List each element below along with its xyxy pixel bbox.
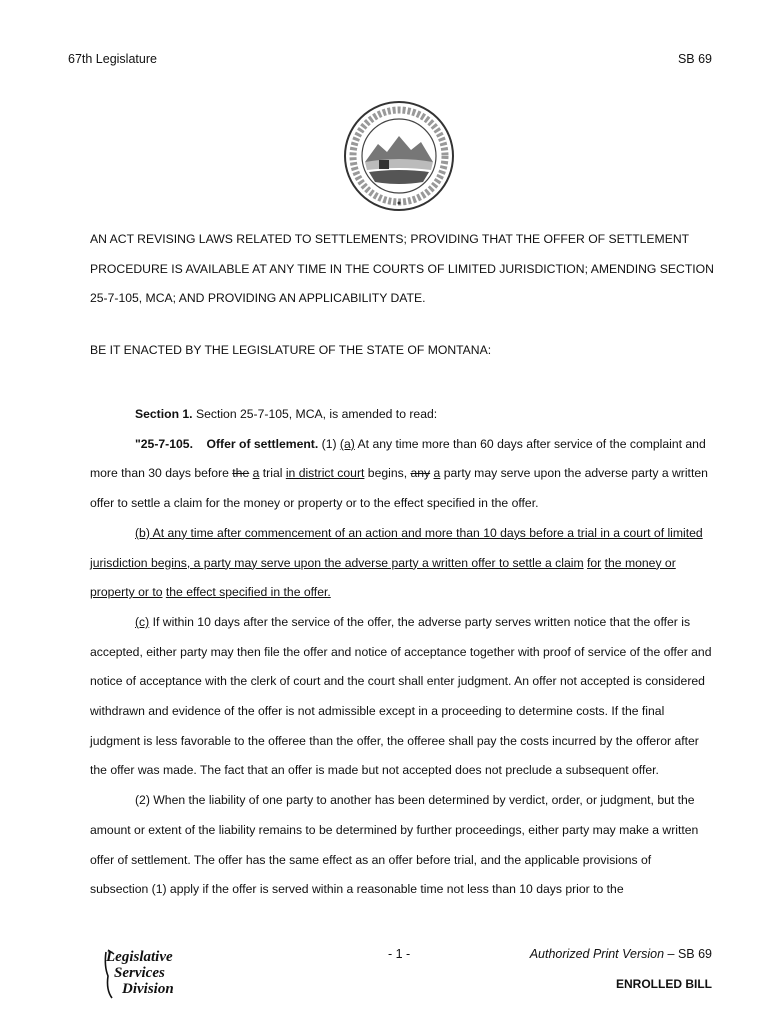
text: (1) (318, 436, 340, 451)
statute-number: "25-7-105. (135, 436, 193, 451)
header-legislature: 67th Legislature (68, 52, 157, 66)
inserted-text: a (252, 466, 260, 481)
inserted-text: the money or property or to (90, 555, 676, 600)
bill-body (90, 400, 712, 905)
stricken-text: the (232, 466, 250, 481)
text: begins, (364, 466, 411, 481)
stricken-text: any (410, 466, 431, 481)
text: trial (259, 466, 286, 481)
text: party may serve upon the adverse party a written offer to settle a claim for the money or property or to the effect specified in the offer. (90, 466, 708, 511)
inserted-text: a (433, 466, 441, 481)
text: At any time more than 60 days after service of the complaint and more than 30 days before (90, 436, 706, 481)
inserted-text: the effect specified in the offer. (165, 585, 331, 600)
inserted-text: (b) At any time after commencement of an action and more than 10 days before a trial in a court of limited jurisdiction begins, a party may serve upon the adverse party a written offer to settle a claim (90, 525, 703, 570)
inserted-text: (c) (135, 614, 150, 629)
section-1-intro (90, 400, 712, 430)
act-title: AN ACT REVISING LAWS RELATED TO SETTLEMENTS; PROVIDING THAT THE OFFER OF SETTLEMENT PROCEDURE IS AVAILABLE AT ANY TIME IN THE COURTS OF LIMITED JURISDICTION; AMENDING SECTION 25-7-105, MCA; AND PROVIDING AN APPLICABILITY DATE. (90, 232, 714, 305)
logo-line-3: Division (122, 981, 174, 997)
section-intro-text: Section 25-7-105, MCA, is amended to read: (192, 407, 438, 421)
authorized-print-version (530, 947, 712, 961)
subsection-1b (90, 519, 712, 608)
inserted-text: (a) (339, 436, 355, 451)
header-bill-number: SB 69 (677, 52, 712, 66)
bill-reference: – SB 69 (664, 947, 712, 961)
enacting-clause: BE IT ENACTED BY THE LEGISLATURE OF THE STATE OF MONTANA: (90, 343, 492, 357)
statute-heading: Offer of settlement. (206, 436, 319, 451)
subsection-1c (90, 608, 712, 786)
text: If within 10 days after the service of the offer, the adverse party serves written notice that the offer is accepted, either party may then file the offer and notice of acceptance together with proof of service of the offer and notice of acceptance with the clerk of court and the court shall enter judgment. An offer not accepted is considered withdrawn and evidence of the offer is not admissible except in a proceeding to determine costs. If the final judgment is less favorable to the offeree than the offer, the offeree shall pay the costs incurred by the offeror after the offer was made. The fact that an offer is made but not accepted does not preclude a subsequent offer. (90, 614, 712, 778)
logo-line-1: Legislative (106, 949, 173, 965)
page-number: - 1 - (388, 947, 411, 961)
montana-state-seal-icon (343, 100, 455, 212)
subsection-1a (90, 430, 712, 519)
inserted-text: for (587, 555, 602, 570)
subsection-2: (2) When the liability of one party to another has been determined by verdict, order, or judgment, but the amount or extent of the liability remains to be determined by further proceedings, either party may make a written offer of settlement. The offer has the same effect as an offer before trial, and the applicable provisions of subsection (1) apply if the offer is served within a reasonable time not less than 10 days prior to the (90, 793, 699, 897)
logo-line-2: Services (114, 965, 165, 981)
authorized-label: Authorized Print Version (529, 947, 665, 961)
enrolled-bill-label: ENROLLED BILL (616, 977, 712, 991)
inserted-text: in district court (285, 466, 365, 481)
section-label: Section 1. (135, 407, 193, 421)
